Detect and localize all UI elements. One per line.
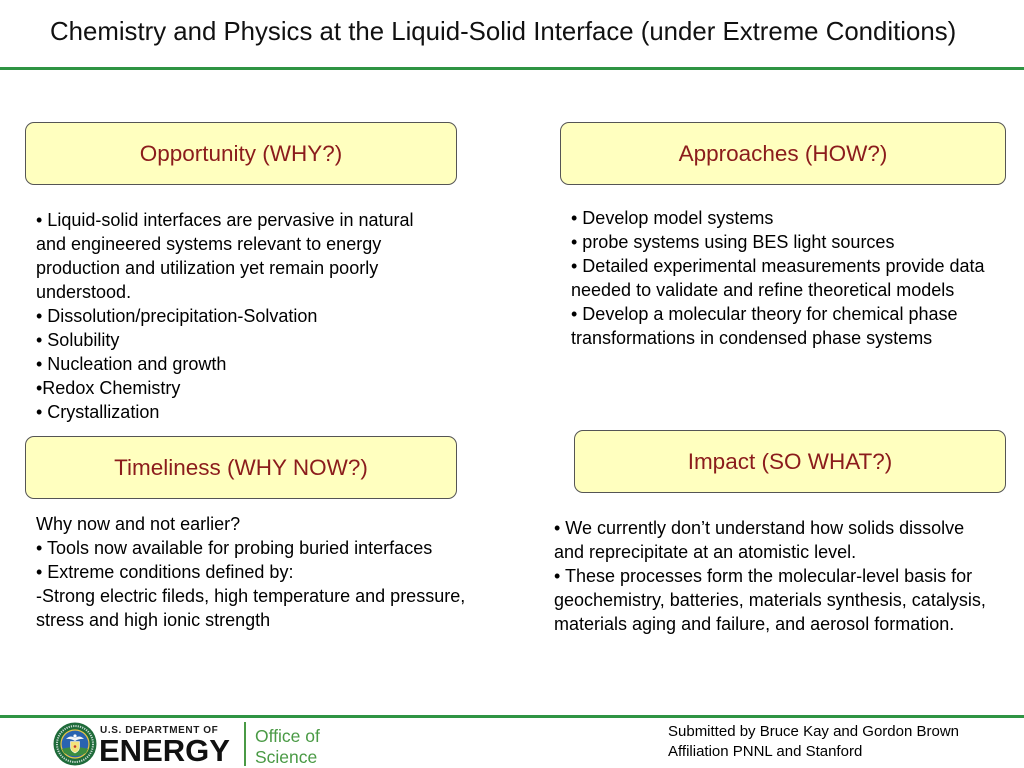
approaches-heading-box (560, 122, 1006, 185)
timeliness-heading-box (25, 436, 457, 499)
timeliness-item: • Extreme conditions defined by: (36, 562, 294, 582)
approaches-item: • Develop a molecular theory for chemical phase transformations in condensed phase systems (571, 304, 958, 348)
impact-item: • We currently don’t understand how solids dissolve and reprecipitate at an atomistic level. (554, 518, 965, 562)
footer-credits (668, 722, 959, 762)
approaches-text (571, 206, 1006, 350)
impact-heading: Impact (SO WHAT?) (687, 448, 893, 474)
impact-heading-box (574, 430, 1006, 493)
opportunity-heading: Opportunity (WHY?) (139, 140, 343, 166)
impact-item: • These processes form the molecular-level basis for geochemistry, batteries, materials synthesis, catalysis, materials aging and failure, and aerosol formation. (554, 566, 986, 634)
title-divider (0, 67, 1024, 70)
approaches-heading: Approaches (HOW?) (678, 140, 888, 166)
approaches-item: • Detailed experimental measurements provide data needed to validate and refine theoretical models (571, 256, 985, 300)
approaches-item: • probe systems using BES light sources (571, 232, 895, 252)
impact-text (554, 516, 993, 636)
logo-office-line-1: Office of (255, 726, 320, 746)
logo-divider (244, 722, 246, 766)
opportunity-item: • Dissolution/precipitation-Solvation (36, 306, 318, 326)
opportunity-item: • Nucleation and growth (36, 354, 227, 374)
opportunity-item: • Liquid-solid interfaces are pervasive in natural and engineered systems relevant to energy production and utilization yet remain poorly understood. (36, 210, 414, 302)
affiliation-text: Affiliation PNNL and Stanford (668, 743, 863, 760)
timeliness-item: Why now and not earlier? (36, 514, 241, 534)
opportunity-item: •Redox Chemistry (36, 378, 181, 398)
opportunity-heading-box (25, 122, 457, 185)
opportunity-item: • Solubility (36, 330, 120, 350)
timeliness-item: -Strong electric fileds, high temperature and pressure, stress and high ionic strength (36, 586, 466, 630)
submitted-by-text: Submitted by Bruce Kay and Gordon Brown (668, 723, 959, 740)
approaches-item: • Develop model systems (571, 208, 774, 228)
slide-title: Chemistry and Physics at the Liquid-Solid Interface (under Extreme Conditions) (50, 18, 957, 46)
footer-divider (0, 715, 1024, 718)
timeliness-item: • Tools now available for probing buried interfaces (36, 538, 433, 558)
opportunity-text (36, 208, 431, 424)
doe-seal-icon (53, 722, 97, 766)
logo-office-line-2: Science (255, 747, 318, 767)
logo-agency-name: ENERGY (99, 733, 230, 768)
timeliness-heading: Timeliness (WHY NOW?) (114, 454, 368, 480)
timeliness-text (36, 512, 486, 632)
opportunity-item: • Crystallization (36, 402, 160, 422)
logo-agency-line: U.S. DEPARTMENT OF (100, 725, 219, 736)
